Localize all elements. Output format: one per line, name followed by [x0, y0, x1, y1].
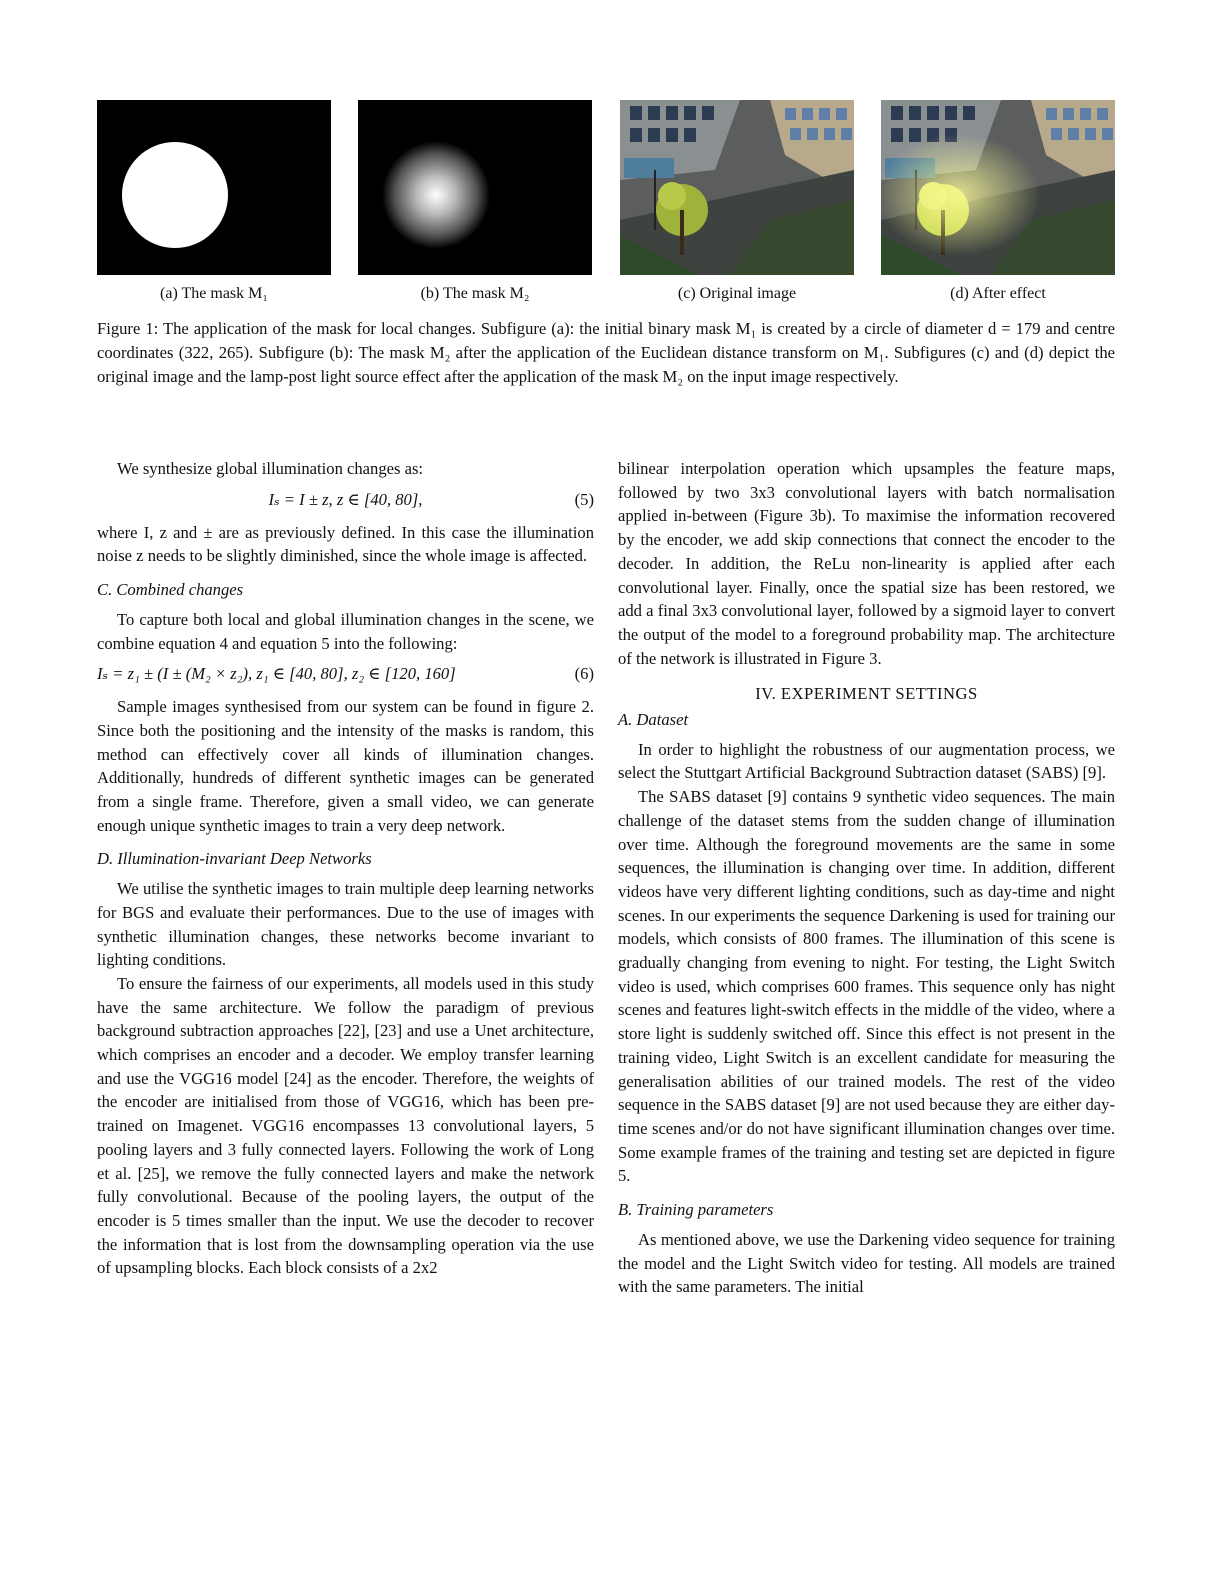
mask-m2-image — [358, 100, 592, 275]
paragraph: As mentioned above, we use the Darkening video sequence for training the model and the Light Switch video for testing. All models are trained with the same parameters. The initial — [618, 1229, 1115, 1297]
subcaption-b: (b) The mask M₂ — [420, 285, 530, 302]
section-heading: IV. EXPERIMENT SETTINGS — [755, 684, 978, 704]
subsection-heading: C. Combined changes — [97, 580, 244, 600]
paragraph: where I, z and ± are as previously defined. In this case the illumination noise z needs to be slightly diminished, since the whole image is affected. — [97, 522, 594, 566]
subcaption-c: (c) Original image — [677, 285, 797, 302]
figure-caption: Figure 1: The application of the mask for local changes. Subfigure (a): the initial binary mask M₁ is created by a circle of diameter d = 179 and centre coordinates (322, 265). Subfigure (b): The mask M₂ after the application of the Euclidean distance transform on M₁. Subfigures (c) and (d) depict the original image and the lamp-post light source effect after the application of the mask M₂ on the input image respectively. — [97, 319, 1115, 386]
subsection-heading: A. Dataset — [618, 710, 689, 730]
equation-5 — [97, 488, 594, 512]
equation-body: Iₛ = z₁ ± (I ± (M₂ × z₂), z₁ ∈ [40, 80], z₂ ∈ [120, 160] — [97, 664, 456, 684]
paragraph: bilinear interpolation operation which upsamples the feature maps, followed by two 3x3 convolutional layers with batch normalisation applied in-between (Figure 3b). To maximise the information recovered by the encoder, we add skip connections that connect the encoder to the decoder. In addition, the ReLu non-linearity is applied after each convolutional layer. Finally, once the spatial size has been restored, we add a final 3x3 convolutional layer, followed by a sigmoid layer to convert the output of the model to a foreground probability map. The architecture of the network is illustrated in Figure 3. — [618, 459, 1115, 668]
equation-number: (6) — [574, 664, 594, 684]
equation-6 — [97, 662, 594, 686]
original-image — [620, 100, 854, 275]
paragraph: The SABS dataset [9] contains 9 synthetic video sequences. The main challenge of the dataset stems from the sudden change of illumination over time. Although the foreground movements are the same in some sequences, the illumination is changing over time. In addition, different videos have very different lighting conditions, such as day-time and night scenes. In our experiments the sequence Darkening is used for training our models, which consists of 800 frames. The illumination of this scene is gradually changing from evening to night. For testing, the Light Switch video is used, which comprises 600 frames. This sequence only has night scenes and features light-switch effects in the middle of the video, where a store light is suddenly switched off. Since this effect is not present in the training video, Light Switch is an excellent candidate for measuring the generalisation abilities of our trained models. The rest of the video sequence in the SABS dataset [9] are not used because they are either day-time scenes and/or do not have significant illumination changes over time. Some example frames of the training and testing set are depicted in figure 5. — [618, 787, 1115, 1186]
right-column — [618, 457, 1115, 1299]
paragraph: In order to highlight the robustness of our augmentation process, we select the Stuttgart Artificial Background Subtraction dataset (SABS) [9]. — [618, 739, 1115, 783]
subcaption-d: (d) After effect — [950, 285, 1046, 302]
paragraph: We utilise the synthetic images to train multiple deep learning networks for BGS and evaluate their performances. Due to the use of images with synthetic illumination changes, these networks become invariant to lighting conditions. — [97, 879, 594, 970]
paragraph: Sample images synthesised from our system can be found in figure 2. Since both the positioning and the intensity of the masks is random, this method can effectively cover all kinds of illumination changes. Additionally, hundreds of different synthetic images can be generated from a single frame. Therefore, given a small video, we can generate enough unique synthetic images to train a very deep network. — [97, 697, 594, 835]
subcaption-a: (a) The mask M₁ — [160, 285, 268, 302]
left-column — [97, 457, 594, 1280]
equation-body: Iₛ = I ± z, z ∈ [40, 80], — [268, 489, 423, 509]
paragraph: We synthesize global illumination changes as: — [117, 459, 424, 478]
paragraph: To capture both local and global illumination changes in the scene, we combine equation 4 and equation 5 into the following: — [97, 609, 594, 653]
paragraph: To ensure the fairness of our experiments, all models used in this study have the same architecture. We follow the paradigm of previous background subtraction approaches [22], [23] and use a Unet architecture, which comprises an encoder and a decoder. We employ transfer learning and use the VGG16 model [24] as the encoder. Therefore, the weights of the encoder are initialised from those of VGG16, which has been pre-trained on Imagenet. VGG16 encompasses 13 convolutional layers, 5 pooling layers and 3 fully connected layers. Following the work of Long et al. [25], we remove the fully connected layers and make the network fully convolutional. Because of the pooling layers, the output of the encoder is 5 times smaller than the input. We use the decoder to recover the information that is lost from the downsampling operation via the use of upsampling blocks. Each block consists of a 2x2 — [97, 973, 594, 1278]
subsection-heading: B. Training parameters — [618, 1200, 774, 1220]
subsection-heading: D. Illumination-invariant Deep Networks — [97, 849, 372, 869]
mask-m1-image — [97, 100, 331, 275]
figure-1 — [97, 100, 1115, 275]
after-effect-image — [881, 100, 1115, 275]
equation-number: (5) — [574, 489, 594, 509]
